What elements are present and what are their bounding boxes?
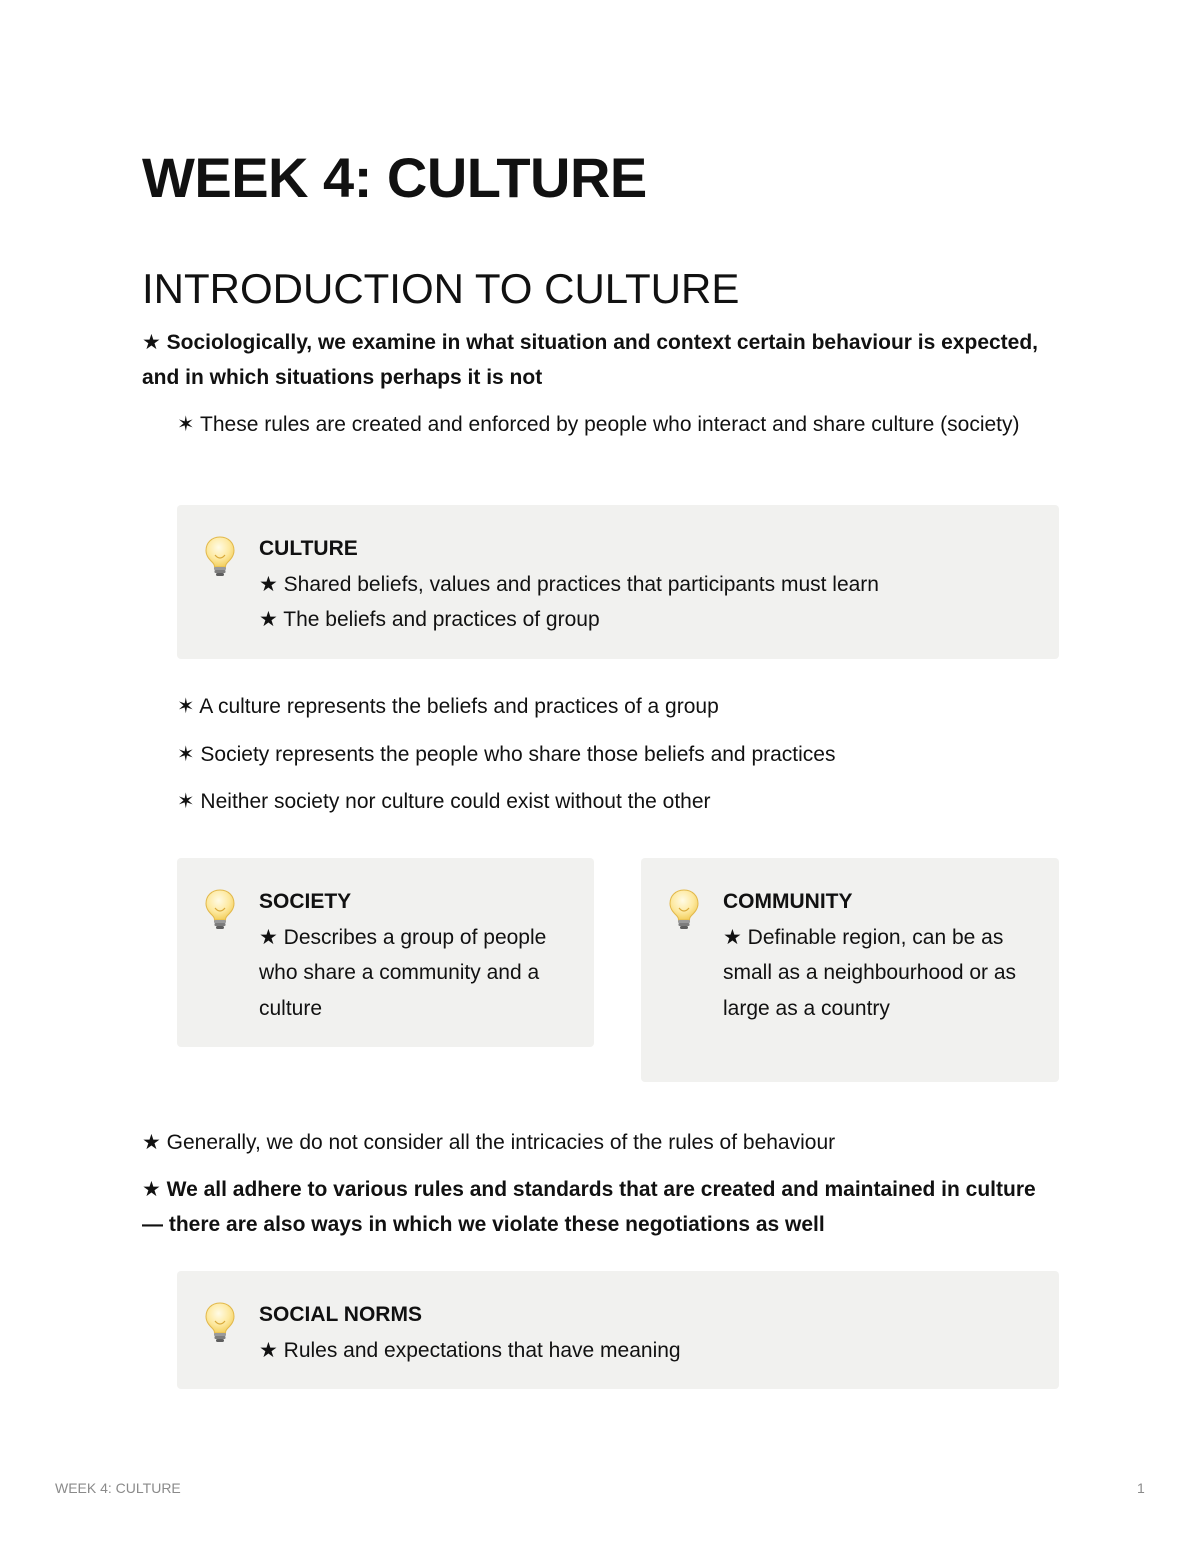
footer-title: WEEK 4: CULTURE: [55, 1480, 181, 1496]
page-number: 1: [1137, 1480, 1145, 1496]
callout-heading: SOCIETY: [259, 890, 352, 913]
list-item: ✶ Society represents the people who share those beliefs and practices: [177, 743, 836, 766]
lightbulb-icon: [203, 535, 237, 579]
callout-line: ★ Shared beliefs, values and practices that participants must learn: [259, 572, 879, 596]
list-item: ★ Generally, we do not consider all the intricacies of the rules of behaviour: [142, 1131, 836, 1154]
callout-heading: SOCIAL NORMS: [259, 1303, 422, 1326]
callout-text: ★ Definable region, can be as small as a neighbourhood or as large as a country: [723, 925, 1017, 1020]
social-norms-callout: [177, 1271, 1059, 1389]
culture-callout: [177, 505, 1059, 659]
callout-heading: COMMUNITY: [723, 890, 853, 913]
society-callout: [177, 858, 594, 1047]
community-callout: [641, 858, 1059, 1082]
lightbulb-icon: [667, 888, 701, 932]
list-item: ✶ Neither society nor culture could exist without the other: [177, 790, 711, 813]
section-heading: INTRODUCTION TO CULTURE: [142, 265, 740, 312]
callout-line: ★ The beliefs and practices of group: [259, 608, 600, 631]
list-item: ✶ A culture represents the beliefs and practices of a group: [177, 695, 719, 718]
lightbulb-icon: [203, 1301, 237, 1345]
callout-line: ★ Rules and expectations that have meaning: [259, 1338, 681, 1362]
callout-heading: CULTURE: [259, 537, 358, 560]
list-item: ★ We all adhere to various rules and standards that are created and maintained in culture — there are also ways in which we violate these negotiations as well: [142, 1178, 1036, 1236]
callout-text: ★ Describes a group of people who share a community and a culture: [259, 925, 547, 1020]
intro-point: ★ Sociologically, we examine in what situation and context certain behaviour is expected, and in which situations perhaps it is not: [142, 331, 1039, 389]
lightbulb-icon: [203, 888, 237, 932]
page-title: WEEK 4: CULTURE: [142, 146, 647, 209]
intro-subpoint: ✶ These rules are created and enforced by people who interact and share culture (society): [177, 413, 1020, 436]
